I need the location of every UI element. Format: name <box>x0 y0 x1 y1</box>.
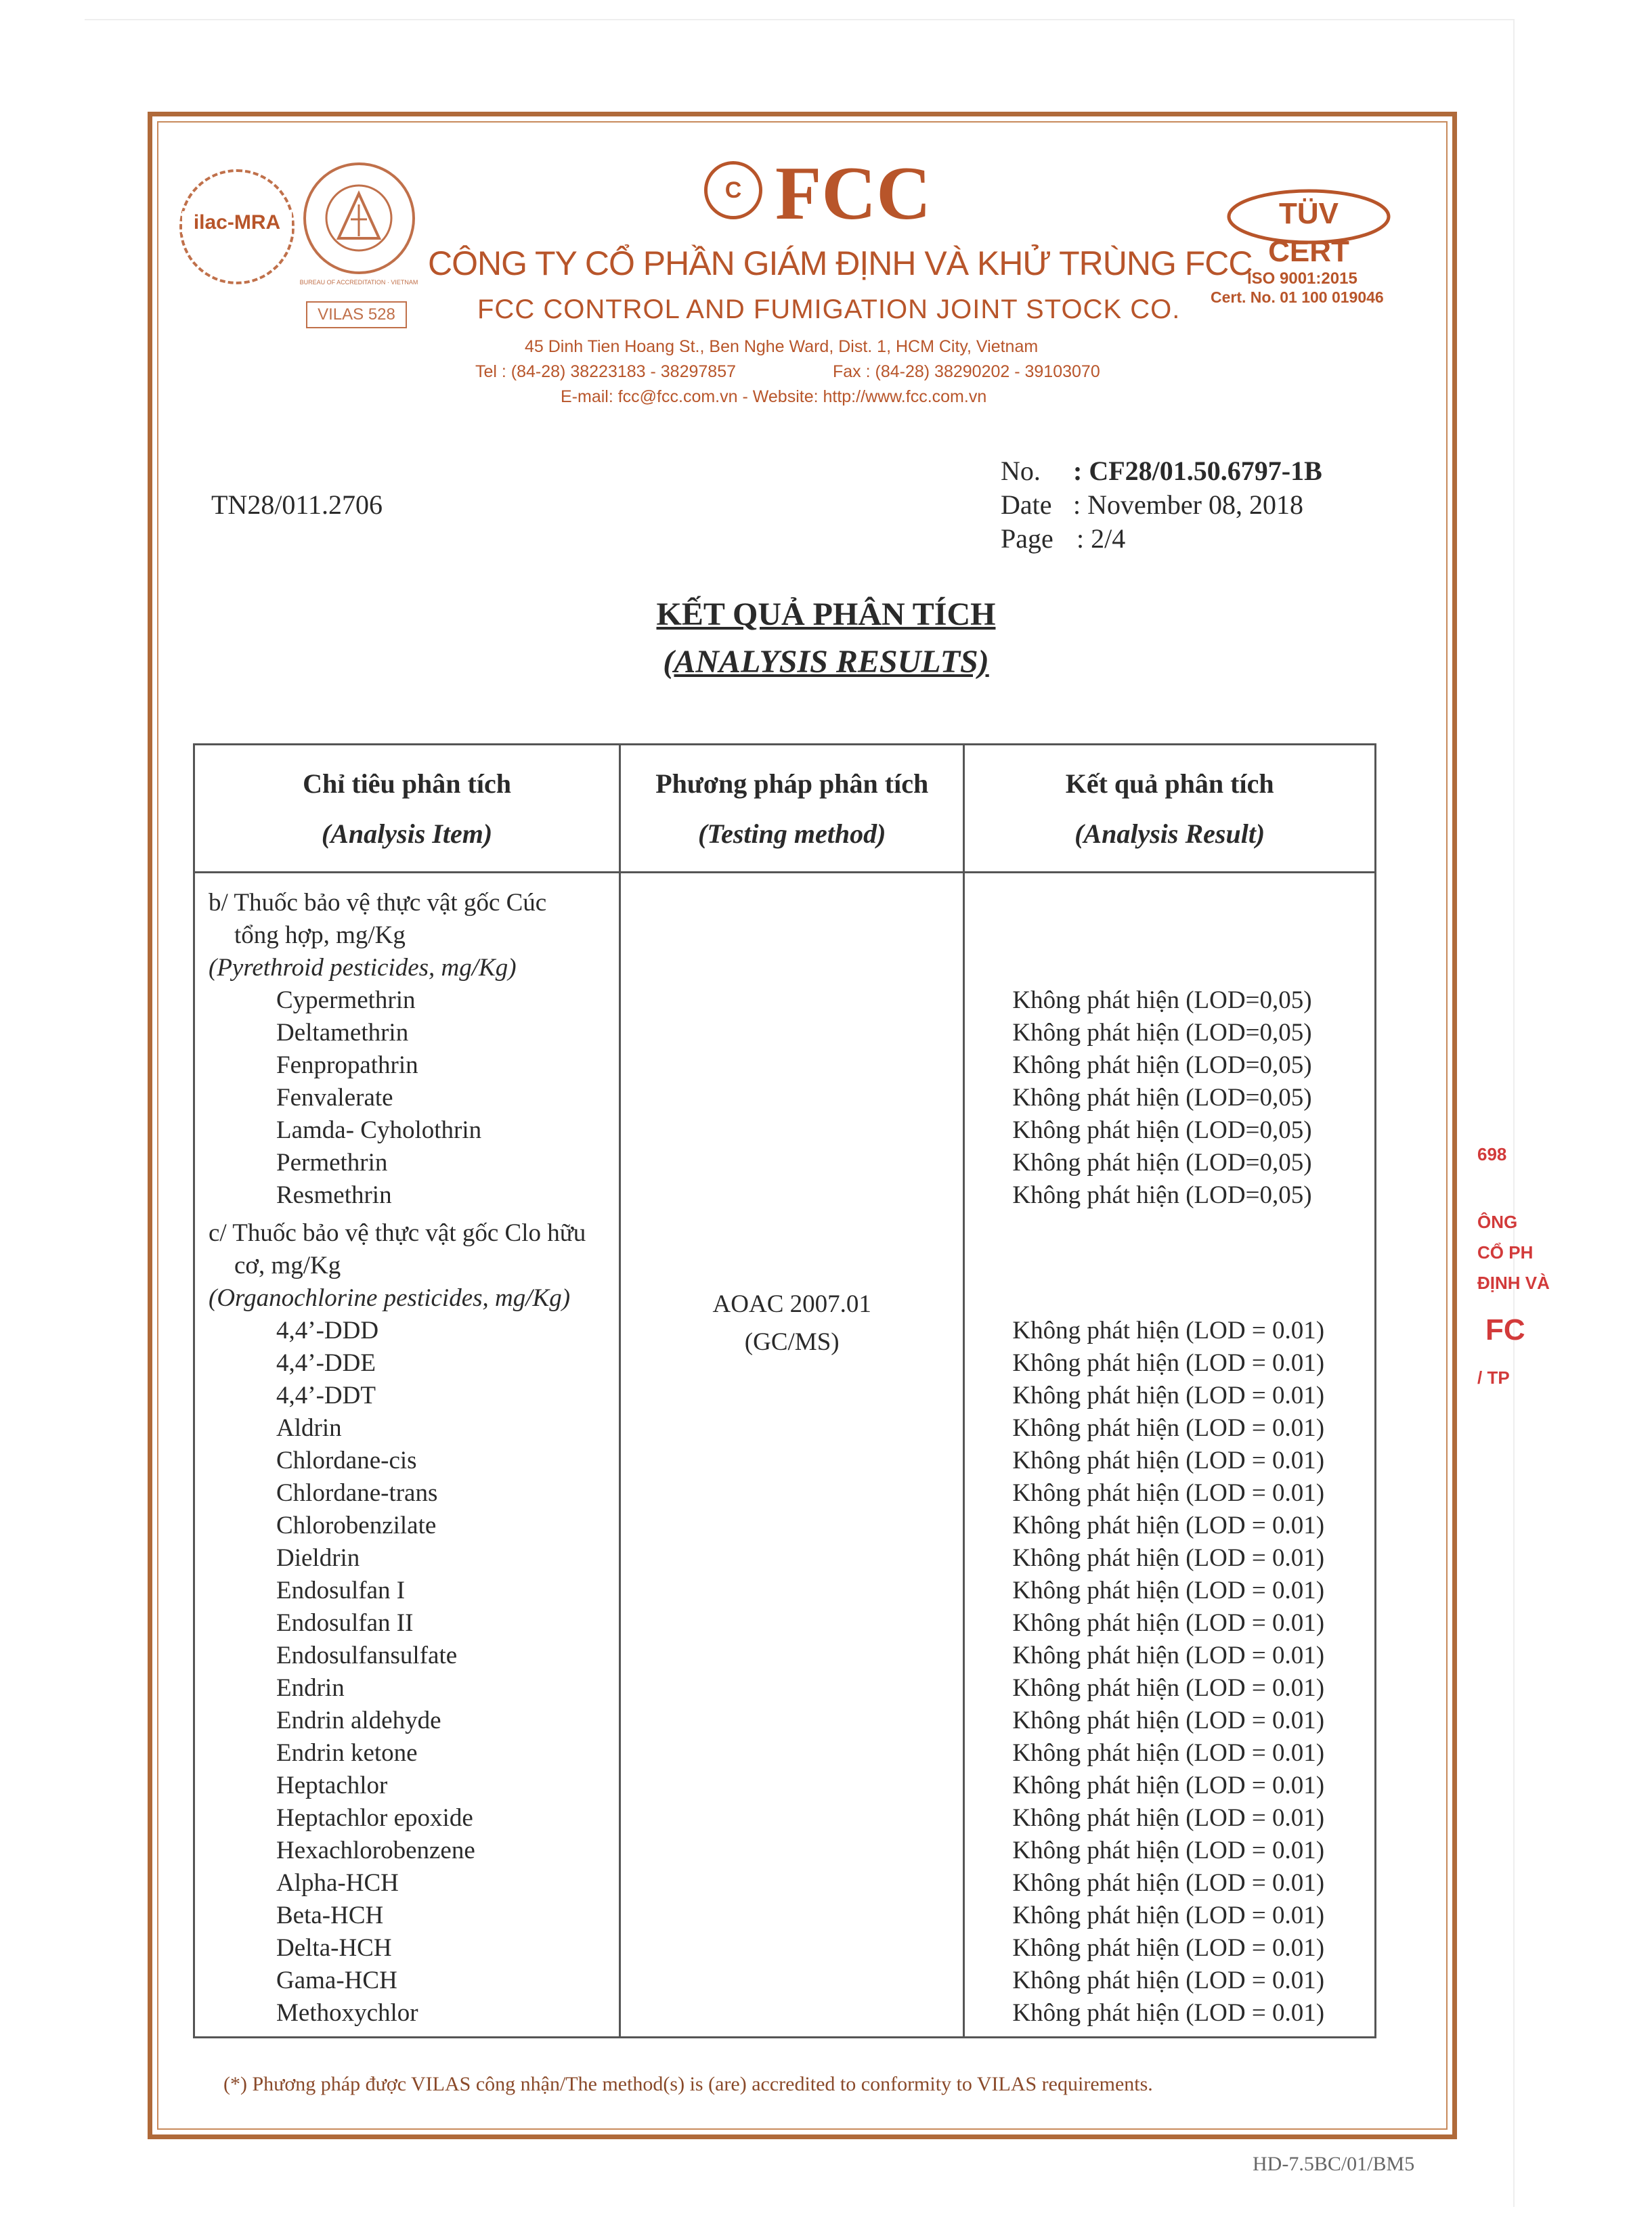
analysis-result: Không phát hiện (LOD = 0.01) <box>1012 1999 1325 2027</box>
fcc-emblem-icon: C <box>704 161 762 219</box>
company-contact: E-mail: fcc@fcc.com.vn - Website: http://www.fcc.com.vn <box>561 387 987 406</box>
table-header-row <box>194 745 1376 873</box>
analysis-result: Không phát hiện (LOD = 0.01) <box>1012 1772 1325 1799</box>
analysis-results-table <box>193 743 1376 2038</box>
analysis-item: Delta-HCH <box>276 1934 392 1962</box>
company-seal-stamp <box>1476 1144 1550 1428</box>
analysis-item: Fenvalerate <box>276 1084 393 1112</box>
analysis-item: 4,4’-DDE <box>276 1349 376 1377</box>
method-name: AOAC 2007.01 <box>712 1290 871 1318</box>
header-analysis-item: Chỉ tiêu phân tích (Analysis Item) <box>194 745 620 873</box>
analysis-result: Không phát hiện (LOD=0,05) <box>1012 986 1312 1014</box>
seal-fragment: FC <box>1485 1313 1525 1346</box>
analysis-item: Chlorobenzilate <box>276 1512 437 1539</box>
group-b-title-2: tổng hợp, mg/Kg <box>234 921 406 949</box>
analysis-result: Không phát hiện (LOD = 0.01) <box>1012 1577 1325 1604</box>
group-b-results <box>1012 984 1374 1212</box>
analysis-result: Không phát hiện (LOD=0,05) <box>1012 1149 1312 1177</box>
analysis-item: Endosulfansulfate <box>276 1642 458 1669</box>
date-label: Date <box>1001 489 1052 520</box>
analysis-item: Heptachlor <box>276 1772 388 1799</box>
analysis-item: Endrin ketone <box>276 1739 418 1767</box>
company-name-vn: CÔNG TY CỔ PHẦN GIÁM ĐỊNH VÀ KHỬ TRÙNG FCC <box>428 244 1253 282</box>
analysis-result: Không phát hiện (LOD = 0.01) <box>1012 1902 1325 1929</box>
analysis-item: Permethrin <box>276 1149 388 1177</box>
analysis-item: Chlordane-cis <box>276 1447 417 1474</box>
analysis-result: Không phát hiện (LOD = 0.01) <box>1012 1739 1325 1767</box>
group-c-subtitle: (Organochlorine pesticides, mg/Kg) <box>209 1284 571 1312</box>
analysis-item: Endrin aldehyde <box>276 1707 441 1734</box>
boa-logo-caption: BUREAU OF ACCREDITATION · VIETNAM <box>299 279 418 286</box>
header-testing-method: Phương pháp phân tích (Testing method) <box>620 745 964 873</box>
ilac-mra-logo: ilac-MRA <box>179 169 295 284</box>
analysis-item: 4,4’-DDD <box>276 1317 379 1344</box>
analysis-item: Endrin <box>276 1674 345 1702</box>
analysis-result: Không phát hiện (LOD = 0.01) <box>1012 1544 1325 1572</box>
analysis-item: Alpha-HCH <box>276 1869 399 1897</box>
analysis-result: Không phát hiện (LOD = 0.01) <box>1012 1934 1325 1962</box>
doc-no-value: : CF28/01.50.6797-1B <box>1073 456 1322 486</box>
group-c-title-1: c/ Thuốc bảo vệ thực vật gốc Clo hữu <box>209 1219 586 1247</box>
analysis-result: Không phát hiện (LOD = 0.01) <box>1012 1869 1325 1897</box>
company-address: 45 Dinh Tien Hoang St., Ben Nghe Ward, Dist. 1, HCM City, Vietnam <box>525 337 1039 356</box>
analysis-result: Không phát hiện (LOD = 0.01) <box>1012 1609 1325 1637</box>
company-tel: Tel : (84-28) 38223183 - 38297857 <box>475 362 737 381</box>
analysis-item: Chlordane-trans <box>276 1479 438 1507</box>
analysis-result: Không phát hiện (LOD=0,05) <box>1012 1019 1312 1047</box>
group-c-results <box>1012 1315 1374 2030</box>
cert-number: Cert. No. 01 100 019046 <box>1211 288 1384 306</box>
analysis-result: Không phát hiện (LOD=0,05) <box>1012 1116 1312 1144</box>
method-technique: (GC/MS) <box>744 1328 840 1356</box>
group-b-subtitle: (Pyrethroid pesticides, mg/Kg) <box>209 954 517 982</box>
seal-fragment: CỔ PH <box>1477 1242 1534 1263</box>
seal-fragment: ÔNG <box>1477 1212 1518 1232</box>
analysis-result: Không phát hiện (LOD = 0.01) <box>1012 1642 1325 1669</box>
analysis-item: Cypermethrin <box>276 986 416 1014</box>
footnote: (*) Phương pháp được VILAS công nhận/The method(s) is (are) accredited to conformity to VILAS requirements. <box>223 2073 1153 2095</box>
page-label: Page <box>1001 523 1053 554</box>
vilas-badge: VILAS 528 <box>306 301 407 328</box>
analysis-item: Fenpropathrin <box>276 1051 418 1079</box>
title-vn: KẾT QUẢ PHÂN TÍCH <box>656 596 996 632</box>
analysis-item: Aldrin <box>276 1414 342 1442</box>
tuv-cert-logo: TÜV CERT <box>1224 175 1393 256</box>
testing-method-cell <box>620 873 964 2038</box>
reference-number: TN28/011.2706 <box>211 489 383 520</box>
analysis-item: 4,4’-DDT <box>276 1382 376 1409</box>
analysis-result: Không phát hiện (LOD = 0.01) <box>1012 1674 1325 1702</box>
analysis-result: Không phát hiện (LOD = 0.01) <box>1012 1382 1325 1409</box>
seal-fragment: ĐỊNH VÀ <box>1477 1273 1550 1293</box>
analysis-result: Không phát hiện (LOD = 0.01) <box>1012 1447 1325 1474</box>
group-b-title-1: b/ Thuốc bảo vệ thực vật gốc Cúc <box>209 889 547 917</box>
seal-fragment: / TP <box>1477 1367 1510 1388</box>
analysis-result: Không phát hiện (LOD = 0.01) <box>1012 1479 1325 1507</box>
brand-name: FCC <box>775 152 932 236</box>
boa-triangle-icon <box>306 165 412 271</box>
group-c-title-2: cơ, mg/Kg <box>234 1252 341 1279</box>
doc-no-label: No. <box>1001 456 1041 486</box>
analysis-result: Không phát hiện (LOD = 0.01) <box>1012 1804 1325 1832</box>
form-code: HD-7.5BC/01/BM5 <box>1253 2153 1415 2175</box>
group-b-item-list <box>209 984 608 1212</box>
analysis-result: Không phát hiện (LOD=0,05) <box>1012 1181 1312 1209</box>
analysis-item: Methoxychlor <box>276 1999 418 2027</box>
analysis-item: Dieldrin <box>276 1544 360 1572</box>
analysis-result: Không phát hiện (LOD=0,05) <box>1012 1051 1312 1079</box>
analysis-result: Không phát hiện (LOD = 0.01) <box>1012 1707 1325 1734</box>
date-value: : November 08, 2018 <box>1073 489 1303 520</box>
company-name-en: FCC CONTROL AND FUMIGATION JOINT STOCK CO. <box>477 294 1181 324</box>
analysis-item: Gama-HCH <box>276 1967 397 1994</box>
company-fax: Fax : (84-28) 38290202 - 39103070 <box>833 362 1100 381</box>
analysis-item: Endosulfan I <box>276 1577 406 1604</box>
analysis-results-cell <box>964 873 1376 2038</box>
analysis-item: Endosulfan II <box>276 1609 414 1637</box>
iso-label: ISO 9001:2015 <box>1247 269 1357 288</box>
analysis-item: Resmethrin <box>276 1181 392 1209</box>
analysis-result: Không phát hiện (LOD = 0.01) <box>1012 1317 1325 1344</box>
analysis-item: Beta-HCH <box>276 1902 384 1929</box>
analysis-item: Lamda- Cyholothrin <box>276 1116 482 1144</box>
analysis-result: Không phát hiện (LOD = 0.01) <box>1012 1512 1325 1539</box>
analysis-result: Không phát hiện (LOD=0,05) <box>1012 1084 1312 1112</box>
analysis-items-cell <box>194 873 620 2038</box>
seal-fragment: 698 <box>1477 1144 1507 1164</box>
analysis-result: Không phát hiện (LOD = 0.01) <box>1012 1967 1325 1994</box>
page-value: : 2/4 <box>1077 523 1126 554</box>
analysis-result: Không phát hiện (LOD = 0.01) <box>1012 1349 1325 1377</box>
analysis-item: Heptachlor epoxide <box>276 1804 473 1832</box>
analysis-item: Hexachlorobenzene <box>276 1837 475 1864</box>
analysis-result: Không phát hiện (LOD = 0.01) <box>1012 1414 1325 1442</box>
accreditation-bureau-logo <box>303 162 415 274</box>
analysis-item: Deltamethrin <box>276 1019 409 1047</box>
group-c-item-list <box>209 1315 608 2030</box>
header-analysis-result: Kết quả phân tích (Analysis Result) <box>964 745 1376 873</box>
analysis-result: Không phát hiện (LOD = 0.01) <box>1012 1837 1325 1864</box>
title-en: (ANALYSIS RESULTS) <box>663 644 989 680</box>
table-body-row <box>194 873 1376 2038</box>
